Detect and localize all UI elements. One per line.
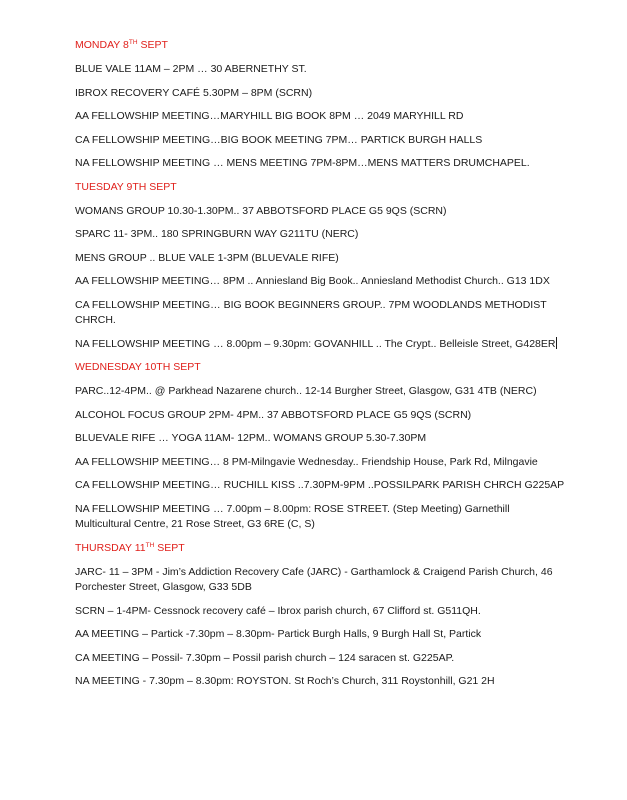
schedule-entry: AA FELLOWSHIP MEETING…MARYHILL BIG BOOK 8PM … 2049 MARYHILL RD [75, 110, 464, 122]
schedule-entry: WOMANS GROUP 10.30-1.30PM.. 37 ABBOTSFORD PLACE G5 9QS (SCRN) [75, 204, 447, 217]
schedule-entry: NA FELLOWSHIP MEETING … MENS MEETING 7PM-8PM…MENS MATTERS DRUMCHAPEL. [75, 157, 530, 169]
day-heading-thursday: THURSDAY 11TH SEPT [75, 541, 185, 554]
schedule-entry: NA FELLOWSHIP MEETING … 7.00pm – 8.00pm: ROSE STREET. (Step Meeting) Garnethill Multicultural Centre, 21 Rose Street, G3 6RE (C, S) [75, 502, 510, 530]
schedule-entry: CA MEETING – Possil- 7.30pm – Possil parish church – 124 saracen st. G225AP. [75, 651, 455, 664]
schedule-entry-with-cursor[interactable] [75, 337, 565, 353]
meeting-schedule [75, 38, 565, 698]
schedule-entry: AA MEETING – Partick -7.30pm – 8.30pm- Partick Burgh Halls, 9 Burgh Hall St, Partick [75, 628, 482, 640]
schedule-entry: SPARC 11- 3PM.. 180 SPRINGBURN WAY G211TU (NERC) [75, 228, 359, 240]
schedule-entry: SCRN – 1-4PM- Cessnock recovery café – Ibrox parish church, 67 Clifford st. G511QH. [75, 604, 481, 617]
schedule-entry: NA MEETING - 7.30pm – 8.30pm: ROYSTON. St Roch’s Church, 311 Roystonhill, G21 2H [75, 675, 495, 687]
schedule-entry: BLUEVALE RIFE … YOGA 11AM- 12PM.. WOMANS GROUP 5.30-7.30PM [75, 432, 427, 444]
text-cursor [556, 337, 557, 349]
schedule-entry: JARC- 11 – 3PM - Jim’s Addiction Recovery Cafe (JARC) - Garthamlock & Craigend Parish Church, 46 Porchester Street, Glasgow, G33 5DB [75, 565, 553, 593]
day-heading-monday: MONDAY 8TH SEPT [75, 39, 168, 51]
day-heading-wednesday: WEDNESDAY 10TH SEPT [75, 361, 201, 373]
schedule-entry: IBROX RECOVERY CAFÉ 5.30PM – 8PM (SCRN) [75, 86, 313, 99]
schedule-entry-text: NA FELLOWSHIP MEETING … 8.00pm – 9.30pm: GOVANHILL .. The Crypt.. Belleisle Street, G428ER [75, 337, 556, 350]
schedule-entry: CA FELLOWSHIP MEETING… BIG BOOK BEGINNERS GROUP.. 7PM WOODLANDS METHODIST CHRCH. [75, 298, 547, 326]
day-heading-tuesday: TUESDAY 9TH SEPT [75, 180, 177, 193]
schedule-entry: AA FELLOWSHIP MEETING… 8 PM-Milngavie Wednesday.. Friendship House, Park Rd, Milngavie [75, 455, 538, 468]
schedule-entry: ALCOHOL FOCUS GROUP 2PM- 4PM.. 37 ABBOTSFORD PLACE G5 9QS (SCRN) [75, 408, 472, 421]
schedule-entry: MENS GROUP .. BLUE VALE 1-3PM (BLUEVALE RIFE) [75, 251, 339, 264]
schedule-entry: CA FELLOWSHIP MEETING… RUCHILL KISS ..7.30PM-9PM ..POSSILPARK PARISH CHRCH G225AP [75, 479, 565, 491]
schedule-entry: CA FELLOWSHIP MEETING…BIG BOOK MEETING 7PM… PARTICK BURGH HALLS [75, 133, 483, 146]
schedule-entry: PARC..12-4PM.. @ Parkhead Nazarene church.. 12-14 Burgher Street, Glasgow, G31 4TB (NERC) [75, 385, 537, 397]
schedule-entry: BLUE VALE 11AM – 2PM … 30 ABERNETHY ST. [75, 63, 307, 75]
schedule-entry: AA FELLOWSHIP MEETING… 8PM .. Anniesland Big Book.. Anniesland Methodist Church.. G13 1DX [75, 275, 550, 287]
